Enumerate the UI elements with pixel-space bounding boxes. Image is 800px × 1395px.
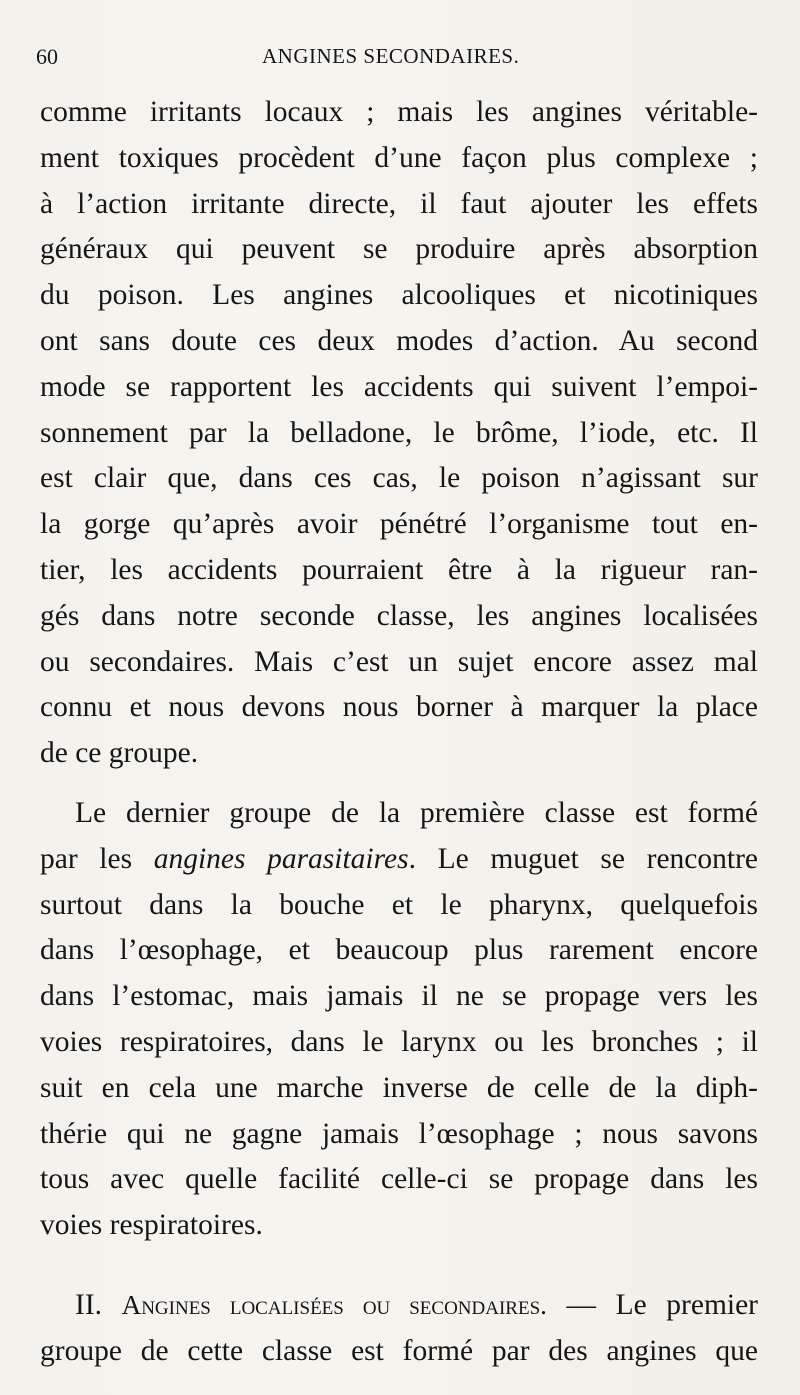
text-line [40, 1283, 758, 1329]
text-fragment: — [546, 1288, 597, 1321]
running-title: ANGINES SECONDAIRES. [262, 44, 520, 68]
page-number: 60 [36, 44, 58, 69]
text-line: suit en cela une marche inverse de celle de la diph- [40, 1071, 758, 1104]
paragraph-2 [40, 791, 758, 1249]
text-line: voies respiratoires, dans le larynx ou les bronches ; il [40, 1025, 758, 1058]
running-head [36, 44, 760, 74]
text-line: généraux qui peuvent se produire après absorption [40, 233, 758, 266]
text-line: ont sans doute ces deux modes d’action. Au second [40, 324, 758, 357]
section-numeral: II. [75, 1288, 122, 1321]
text-line: thérie qui ne gagne jamais l’œsophage ; nous savons [40, 1117, 758, 1150]
text-line: dans l’estomac, mais jamais il ne se propage vers les [40, 980, 758, 1013]
text-line: ment toxiques procèdent d’une façon plus complexe ; [40, 141, 758, 174]
body-text [40, 90, 758, 1375]
text-line: dans l’œsophage, et beaucoup plus rarement encore [40, 934, 758, 967]
text-line: gés dans notre seconde classe, les angines localisées [40, 599, 758, 632]
text-fragment: . Le muguet se rencontre [408, 842, 759, 875]
section-heading: Angines localisées ou secondaires. [121, 1289, 547, 1320]
text-line: sonnement par la belladone, le brôme, l’iode, etc. Il [40, 416, 758, 449]
text-line: comme irritants locaux ; mais les angines véritable- [40, 96, 758, 128]
text-line: mode se rapportent les accidents qui suivent l’empoi- [40, 370, 758, 403]
text-line: tous avec quelle facilité celle-ci se propage dans les [40, 1163, 758, 1196]
paragraph-gap [40, 777, 758, 791]
text-line: de ce groupe. [40, 737, 199, 770]
section-gap [40, 1249, 758, 1283]
text-fragment: par les [40, 842, 154, 875]
text-line: ou secondaires. Mais c’est un sujet encore assez mal [40, 645, 758, 678]
text-line: à l’action irritante directe, il faut ajouter les effets [40, 187, 758, 220]
text-line: Le dernier groupe de la première classe est formé [75, 796, 758, 829]
text-line: surtout dans la bouche et le pharynx, quelquefois [40, 888, 758, 921]
italic-term: angines parasitaires [153, 842, 409, 875]
text-line: la gorge qu’après avoir pénétré l’organisme tout en- [40, 508, 758, 541]
section-2 [40, 1283, 758, 1375]
text-line: du poison. Les angines alcooliques et nicotiniques [40, 279, 758, 312]
text-line: voies respiratoires. [40, 1209, 263, 1242]
text-line [40, 837, 758, 883]
text-line: tier, les accidents pourraient être à la rigueur ran- [40, 553, 758, 586]
text-fragment: Le premier [596, 1288, 759, 1321]
text-line: est clair que, dans ces cas, le poison n’agissant sur [40, 462, 758, 495]
text-line: groupe de cette classe est formé par des angines que [40, 1334, 758, 1367]
paragraph-1 [40, 90, 758, 777]
text-line: connu et nous devons nous borner à marquer la place [40, 691, 758, 724]
